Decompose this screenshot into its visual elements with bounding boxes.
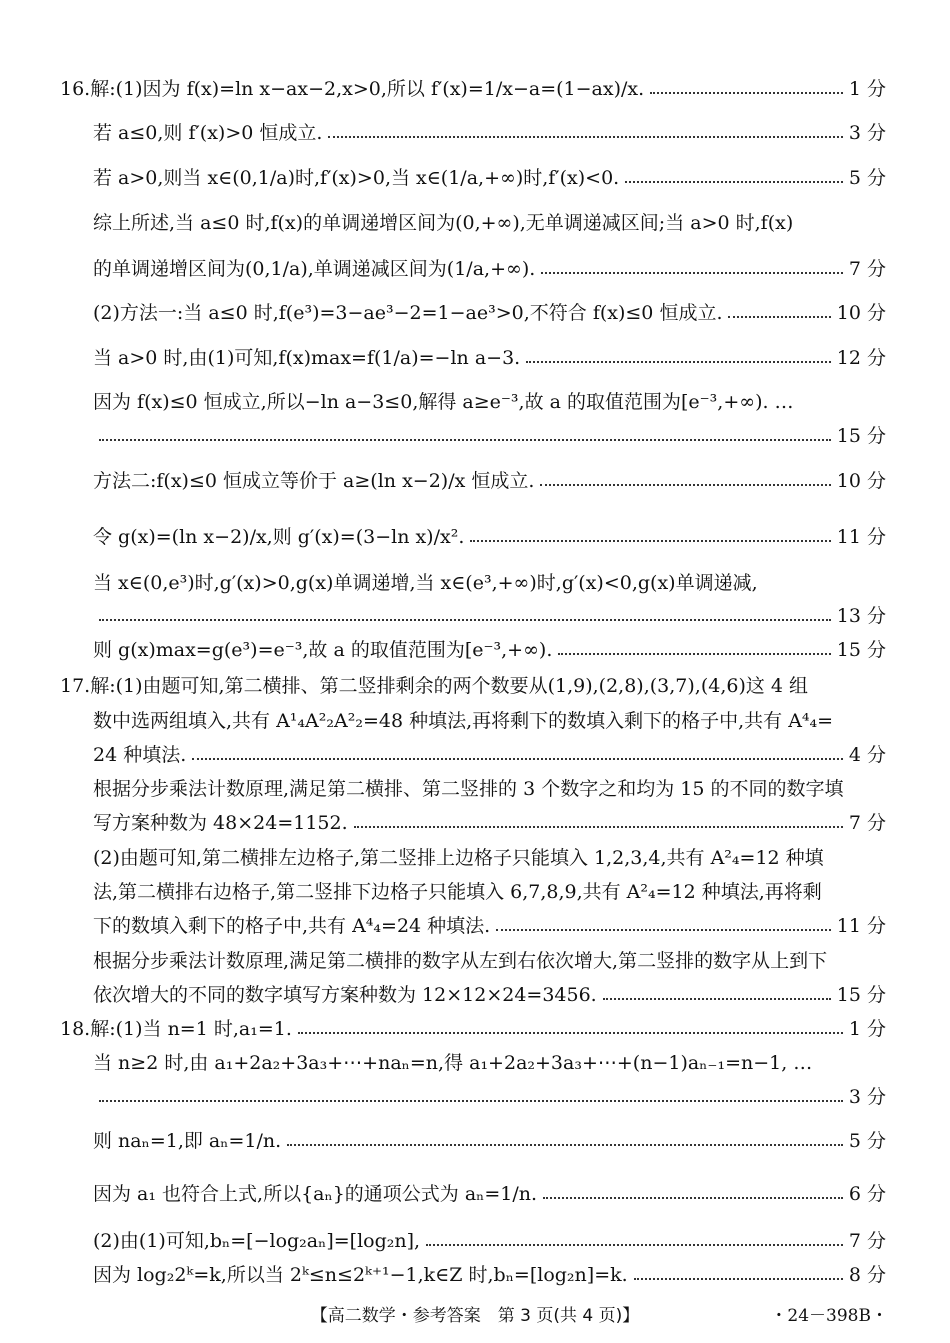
dot-leader bbox=[540, 484, 830, 486]
score-label: 8 分 bbox=[848, 1264, 886, 1286]
score-label: 10 分 bbox=[836, 470, 886, 492]
score-label: 5 分 bbox=[848, 1130, 886, 1152]
text-line bbox=[93, 635, 886, 662]
text-line bbox=[93, 343, 886, 370]
line-text: 当 x∈(0,e³)时,g′(x)>0,g(x)单调递增,当 x∈(e³,+∞)时,g′(x)<0,g(x)单调递减, bbox=[93, 572, 758, 594]
dot-leader bbox=[470, 540, 830, 542]
dot-leader bbox=[99, 1100, 843, 1102]
text-line bbox=[93, 601, 886, 628]
line-text: 下的数填入剩下的格子中,共有 A⁴₄=24 种填法. bbox=[93, 915, 491, 937]
text-line bbox=[93, 980, 886, 1007]
text-line bbox=[93, 1082, 886, 1109]
score-label: 1 分 bbox=[848, 1018, 886, 1040]
score-label: 10 分 bbox=[836, 302, 886, 324]
line-text: 方法二:f(x)≤0 恒成立等价于 a≥(ln x−2)/x 恒成立. bbox=[93, 470, 535, 492]
text-line bbox=[93, 568, 886, 595]
score-label: 15 分 bbox=[836, 984, 886, 1006]
line-text: 综上所述,当 a≤0 时,f(x)的单调递增区间为(0,+∞),无单调递减区间;当 a>0 时,f(x) bbox=[93, 212, 794, 234]
line-text: 根据分步乘法计数原理,满足第二横排、第二竖排的 3 个数字之和均为 15 的不同的数字填 bbox=[93, 778, 844, 800]
line-text: 若 a≤0,则 f′(x)>0 恒成立. bbox=[93, 122, 323, 144]
text-line bbox=[93, 911, 886, 938]
line-text: 16.解:(1)因为 f(x)=ln x−ax−2,x>0,所以 f′(x)=1/x−a=(1−ax)/x. bbox=[60, 78, 645, 100]
text-line bbox=[60, 74, 886, 101]
text-line bbox=[93, 843, 886, 870]
text-line bbox=[93, 774, 886, 801]
text-line bbox=[93, 522, 886, 549]
dot-leader bbox=[99, 439, 831, 441]
dot-leader bbox=[298, 1032, 843, 1034]
line-text: (2)由题可知,第二横排左边格子,第二竖排上边格子只能填入 1,2,3,4,共有 A²₄=12 种填 bbox=[93, 847, 824, 869]
text-line bbox=[93, 1226, 886, 1253]
footer-doc-code: ・24－398B・ bbox=[770, 1306, 888, 1326]
dot-leader bbox=[287, 1144, 843, 1146]
text-line bbox=[93, 877, 886, 904]
text-line bbox=[93, 254, 886, 281]
dot-leader bbox=[192, 758, 843, 760]
dot-leader bbox=[625, 181, 843, 183]
dot-leader bbox=[603, 998, 831, 1000]
text-line bbox=[93, 1126, 886, 1153]
text-line bbox=[93, 946, 886, 973]
line-text: 17.解:(1)由题可知,第二横排、第二竖排剩余的两个数要从(1,9),(2,8),(3,7),(4,6)这 4 组 bbox=[60, 675, 809, 697]
score-label: 6 分 bbox=[848, 1183, 886, 1205]
line-text: 则 g(x)max=g(e³)=e⁻³,故 a 的取值范围为[e⁻³,+∞). bbox=[93, 639, 553, 661]
text-line bbox=[93, 706, 886, 733]
score-label: 7 分 bbox=[848, 1230, 886, 1252]
text-line bbox=[93, 1260, 886, 1287]
text-line bbox=[93, 1048, 886, 1075]
line-text: (2)方法一:当 a≤0 时,f(e³)=3−ae³−2=1−ae³>0,不符合 f(x)≤0 恒成立. bbox=[93, 302, 723, 324]
line-text: 依次增大的不同的数字填写方案种数为 12×12×24=3456. bbox=[93, 984, 597, 1006]
line-text: 则 naₙ=1,即 aₙ=1/n. bbox=[93, 1130, 282, 1152]
line-text: 当 n≥2 时,由 a₁+2a₂+3a₃+⋯+naₙ=n,得 a₁+2a₂+3a₃+⋯+(n−1)aₙ₋₁=n−1, … bbox=[93, 1052, 813, 1074]
score-label: 4 分 bbox=[848, 744, 886, 766]
dot-leader bbox=[526, 361, 831, 363]
dot-leader bbox=[328, 136, 842, 138]
line-text: 的单调递增区间为(0,1/a),单调递减区间为(1/a,+∞). bbox=[93, 258, 536, 280]
dot-leader bbox=[634, 1278, 843, 1280]
score-label: 7 分 bbox=[848, 812, 886, 834]
line-text: 24 种填法. bbox=[93, 744, 187, 766]
dot-leader bbox=[354, 826, 843, 828]
line-text: 因为 log₂2ᵏ=k,所以当 2ᵏ≤n≤2ᵏ⁺¹−1,k∈Z 时,bₙ=[log₂n]=k. bbox=[93, 1264, 628, 1286]
text-line bbox=[60, 1014, 886, 1041]
dot-leader bbox=[543, 1197, 843, 1199]
score-label: 13 分 bbox=[836, 605, 886, 627]
line-text: 若 a>0,则当 x∈(0,1/a)时,f′(x)>0,当 x∈(1/a,+∞)时,f′(x)<0. bbox=[93, 167, 620, 189]
text-line bbox=[93, 298, 886, 325]
score-label: 5 分 bbox=[848, 167, 886, 189]
text-line bbox=[93, 808, 886, 835]
footer-page-info: 【高二数学・参考答案 第 3 页(共 4 页)】 bbox=[310, 1306, 640, 1326]
line-text: (2)由(1)可知,bₙ=[−log₂aₙ]=[log₂n], bbox=[93, 1230, 421, 1252]
line-text: 数中选两组填入,共有 A¹₄A²₂A²₂=48 种填法,再将剩下的数填入剩下的格子中,共有 A⁴₄= bbox=[93, 710, 834, 732]
text-line bbox=[93, 740, 886, 767]
dot-leader bbox=[558, 653, 830, 655]
text-line bbox=[93, 387, 886, 414]
text-line bbox=[93, 208, 886, 235]
line-text: 因为 a₁ 也符合上式,所以{aₙ}的通项公式为 aₙ=1/n. bbox=[93, 1183, 538, 1205]
score-label: 12 分 bbox=[836, 347, 886, 369]
dot-leader bbox=[728, 316, 830, 318]
dot-leader bbox=[426, 1244, 843, 1246]
line-text: 写方案种数为 48×24=1152. bbox=[93, 812, 348, 834]
text-line bbox=[93, 421, 886, 448]
dot-leader bbox=[541, 272, 843, 274]
score-label: 3 分 bbox=[848, 1086, 886, 1108]
text-line bbox=[93, 163, 886, 190]
dot-leader bbox=[650, 92, 843, 94]
dot-leader bbox=[496, 929, 831, 931]
line-text: 因为 f(x)≤0 恒成立,所以−ln a−3≤0,解得 a≥e⁻³,故 a 的取值范围为[e⁻³,+∞). … bbox=[93, 391, 794, 413]
line-text: 18.解:(1)当 n=1 时,a₁=1. bbox=[60, 1018, 292, 1040]
score-label: 15 分 bbox=[836, 639, 886, 661]
score-label: 15 分 bbox=[836, 425, 886, 447]
text-line bbox=[93, 1179, 886, 1206]
text-line bbox=[60, 671, 886, 698]
text-line bbox=[93, 466, 886, 493]
dot-leader bbox=[99, 619, 831, 621]
score-label: 11 分 bbox=[836, 915, 886, 937]
score-label: 7 分 bbox=[848, 258, 886, 280]
score-label: 1 分 bbox=[848, 78, 886, 100]
line-text: 根据分步乘法计数原理,满足第二横排的数字从左到右依次增大,第二竖排的数字从上到下 bbox=[93, 950, 828, 972]
score-label: 3 分 bbox=[848, 122, 886, 144]
line-text: 令 g(x)=(ln x−2)/x,则 g′(x)=(3−ln x)/x². bbox=[93, 526, 465, 548]
score-label: 11 分 bbox=[836, 526, 886, 548]
line-text: 法,第二横排右边格子,第二竖排下边格子只能填入 6,7,8,9,共有 A²₄=12 种填法,再将剩 bbox=[93, 881, 822, 903]
page-footer bbox=[0, 1297, 950, 1327]
line-text: 当 a>0 时,由(1)可知,f(x)max=f(1/a)=−ln a−3. bbox=[93, 347, 521, 369]
text-line bbox=[93, 118, 886, 145]
